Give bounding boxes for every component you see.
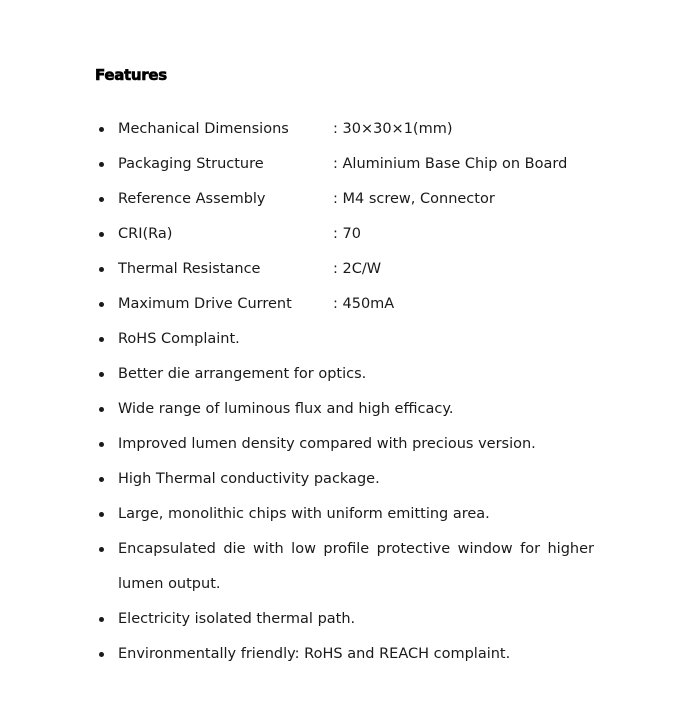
- feature-item: [0, 637, 594, 672]
- spec-item: [0, 182, 594, 217]
- bullet-icon: [99, 442, 104, 447]
- bullet-icon: [99, 337, 104, 342]
- spec-item: [0, 287, 594, 322]
- bullet-icon: [99, 407, 104, 412]
- spec-label: Mechanical Dimensions: [118, 121, 289, 137]
- feature-item: [0, 427, 594, 462]
- feature-item: [0, 532, 594, 602]
- spec-item: [0, 217, 594, 252]
- spec-label: Maximum Drive Current: [118, 296, 292, 312]
- feature-text: Better die arrangement for optics.: [118, 366, 367, 382]
- spec-value: : 30×30×1(mm): [333, 121, 453, 137]
- feature-text: Large, monolithic chips with uniform emitting area.: [118, 506, 490, 522]
- bullet-icon: [99, 547, 104, 552]
- feature-item: [0, 602, 594, 637]
- feature-item: [0, 357, 594, 392]
- spec-value: : M4 screw, Connector: [333, 191, 495, 207]
- spec-value: : Aluminium Base Chip on Board: [333, 156, 568, 172]
- spec-value: : 450mA: [333, 296, 395, 312]
- feature-item: [0, 497, 594, 532]
- bullet-icon: [99, 477, 104, 482]
- feature-text: Encapsulated die with low profile protective window for higher lumen output.: [118, 541, 594, 592]
- bullet-icon: [99, 127, 104, 132]
- spec-value: : 70: [333, 226, 361, 242]
- feature-text: Wide range of luminous flux and high efficacy.: [118, 401, 454, 417]
- feature-text: Electricity isolated thermal path.: [118, 611, 356, 627]
- feature-item: [0, 322, 594, 357]
- bullet-icon: [99, 267, 104, 272]
- spec-item: [0, 147, 594, 182]
- spec-item: [0, 112, 594, 147]
- bullet-icon: [99, 372, 104, 377]
- bullet-icon: [99, 162, 104, 167]
- features-list: [0, 112, 699, 672]
- spec-item: [0, 252, 594, 287]
- spec-label: Packaging Structure: [118, 156, 264, 172]
- bullet-icon: [99, 302, 104, 307]
- bullet-icon: [99, 232, 104, 237]
- bullet-icon: [99, 617, 104, 622]
- bullet-icon: [99, 652, 104, 657]
- feature-text: Improved lumen density compared with precious version.: [118, 436, 536, 452]
- feature-text: Environmentally friendly: RoHS and REACH complaint.: [118, 646, 511, 662]
- spec-label: Reference Assembly: [118, 191, 266, 207]
- bullet-icon: [99, 197, 104, 202]
- feature-text: RoHS Complaint.: [118, 331, 240, 347]
- feature-item: [0, 462, 594, 497]
- feature-item: [0, 392, 594, 427]
- bullet-icon: [99, 512, 104, 517]
- section-title: Features: [95, 66, 167, 84]
- spec-label: CRI(Ra): [118, 226, 173, 242]
- spec-value: : 2C/W: [333, 261, 382, 277]
- feature-text: High Thermal conductivity package.: [118, 471, 380, 487]
- spec-label: Thermal Resistance: [118, 261, 261, 277]
